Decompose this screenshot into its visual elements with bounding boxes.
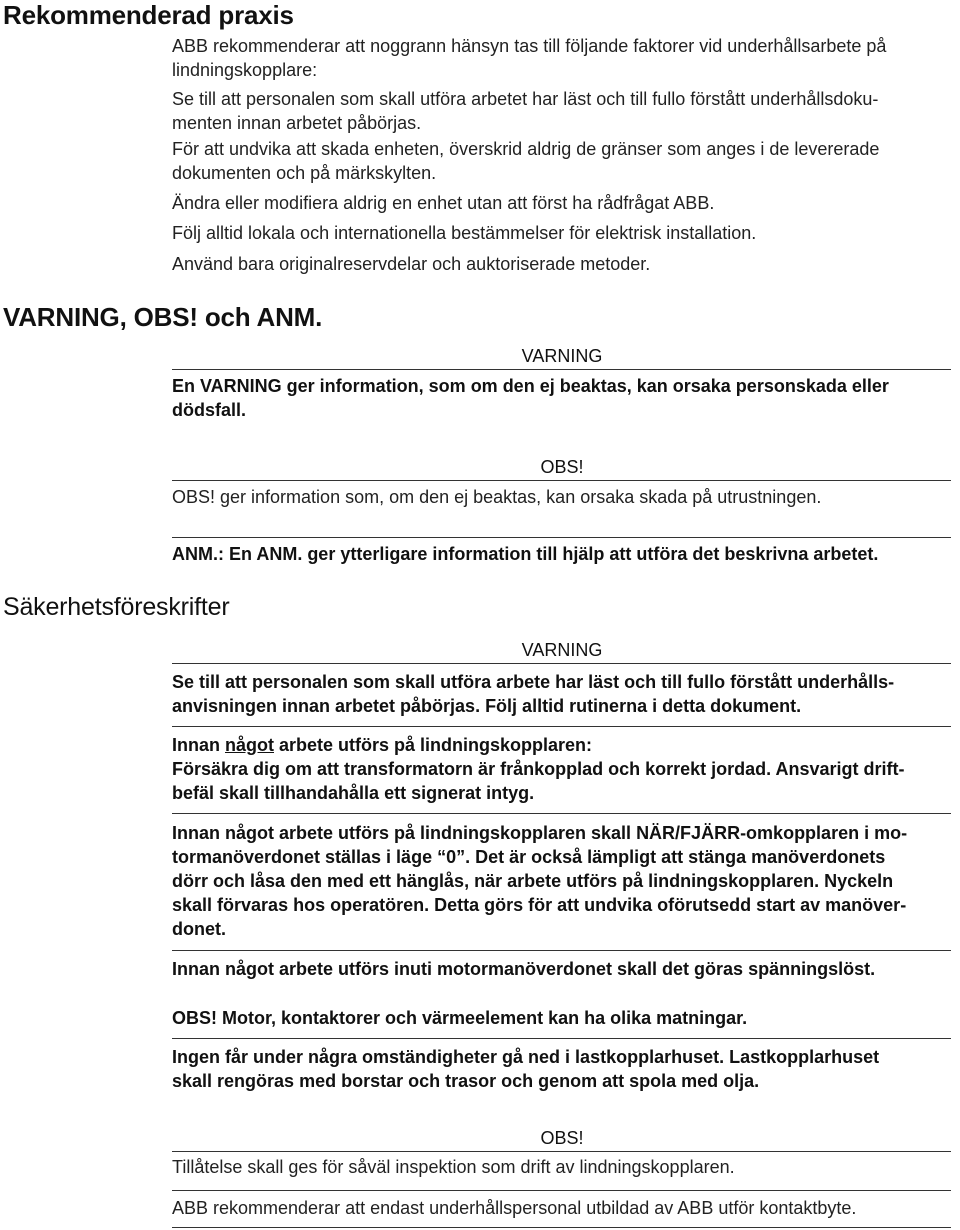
safety-obs-kontaktbyte: ABB rekommenderar att endast underhållspersonal utbildad av ABB utför kontaktbyte.	[172, 1198, 857, 1218]
divider	[172, 726, 951, 727]
safety-obs-inspektion: Tillåtelse skall ges för såväl inspektion som drift av lindningskopplaren.	[172, 1157, 735, 1177]
divider	[172, 1151, 951, 1152]
safety-line: dörr och låsa den med ett hänglås, när arbete utförs på lindningskopplaren. Nyckeln	[172, 871, 894, 891]
anm-description: ANM.: En ANM. ger ytterligare information till hjälp att utföra det beskrivna arbetet.	[172, 544, 879, 564]
divider	[172, 1038, 951, 1039]
divider	[172, 537, 951, 538]
safety-line: Försäkra dig om att transformatorn är frånkopplad och korrekt jordad. Ansvarigt drift-	[172, 759, 905, 779]
varning-label: VARNING	[521, 346, 603, 366]
safety-line: anvisningen innan arbetet påbörjas. Följ alltid rutinerna i detta dokument.	[172, 696, 802, 716]
safety-block-lastkopplarhus	[172, 1045, 952, 1093]
praxis-line: ABB rekommenderar att noggrann hänsyn tas till följande faktorer vid underhållsarbete på	[172, 36, 887, 56]
praxis-line: För att undvika att skada enheten, överskrid aldrig de gränser som anges i de levererade	[172, 139, 880, 159]
praxis-line: dokumenten och på märkskylten.	[172, 163, 437, 183]
safety-block-transformator	[172, 733, 952, 805]
safety-text: arbete utförs på lindningskopplaren:	[274, 735, 593, 755]
praxis-item-bestammelser	[172, 221, 942, 245]
praxis-line: lindningskopplare:	[172, 60, 318, 80]
praxis-item-reservdelar	[172, 252, 942, 276]
praxis-line: menten innan arbetet påbörjas.	[172, 113, 422, 133]
section-title-varning-obs-anm: VARNING, OBS! och ANM.	[3, 302, 323, 332]
safety-line: donet.	[172, 919, 226, 939]
praxis-line: Se till att personalen som skall utföra arbetet har läst och till fullo förstått underhållsdoku-	[172, 89, 879, 109]
praxis-line: Ändra eller modifiera aldrig en enhet utan att först ha rådfrågat ABB.	[172, 193, 715, 213]
divider	[172, 950, 951, 951]
safety-line: Ingen får under några omständigheter gå ned i lastkopplarhuset. Lastkopplarhuset	[172, 1047, 880, 1067]
praxis-item-personal	[172, 87, 942, 135]
safety-block-omkopplare	[172, 821, 952, 941]
safety-line: befäl skall tillhandahålla ett signerat intyg.	[172, 783, 535, 803]
safety-line	[172, 733, 952, 757]
varning-description-line: dödsfall.	[172, 400, 247, 420]
safety-line: skall förvaras hos operatören. Detta görs för att undvika oförutsedd start av manöver-	[172, 895, 907, 915]
safety-line: Se till att personalen som skall utföra arbete har läst och till fullo förstått underhålls-	[172, 672, 895, 692]
section-title-sakerhetsforeskrifter: Säkerhetsföreskrifter	[3, 593, 230, 621]
safety-block-spanningslost: Innan något arbete utförs inuti motormanöverdonet skall det göras spänningslöst.	[172, 959, 876, 979]
divider	[172, 1227, 951, 1228]
praxis-line: Följ alltid lokala och internationella bestämmelser för elektrisk installation.	[172, 223, 757, 243]
safety-text-underlined: något	[225, 735, 274, 755]
praxis-line: Använd bara originalreservdelar och auktoriserade metoder.	[172, 254, 651, 274]
praxis-item-modifiera	[172, 191, 942, 215]
obs-description: OBS! ger information som, om den ej beaktas, kan orsaka skada på utrustningen.	[172, 487, 822, 507]
divider	[172, 480, 951, 481]
safety-block-matningar: OBS! Motor, kontaktorer och värmeelement kan ha olika matningar.	[172, 1008, 748, 1028]
safety-line: skall rengöras med borstar och trasor och genom att spola med olja.	[172, 1071, 760, 1091]
safety-block-personal	[172, 670, 952, 718]
safety-text: Innan	[172, 735, 225, 755]
praxis-intro	[172, 34, 942, 82]
divider	[172, 663, 951, 664]
safety-line: Innan något arbete utförs på lindningskopplaren skall NÄR/FJÄRR-omkopplaren i mo-	[172, 823, 908, 843]
varning-description-line: En VARNING ger information, som om den ej beaktas, kan orsaka personskada eller	[172, 376, 889, 396]
safety-varning-label: VARNING	[521, 640, 603, 660]
safety-line: tormanöverdonet ställas i läge “0”. Det är också lämpligt att stänga manöverdonets	[172, 847, 886, 867]
varning-description	[172, 374, 952, 422]
obs-label: OBS!	[540, 457, 584, 477]
divider	[172, 369, 951, 370]
safety-obs-label: OBS!	[540, 1128, 584, 1148]
section-title-rekommenderad-praxis: Rekommenderad praxis	[3, 0, 294, 30]
praxis-item-granser	[172, 137, 942, 185]
divider	[172, 1190, 951, 1191]
divider	[172, 813, 951, 814]
